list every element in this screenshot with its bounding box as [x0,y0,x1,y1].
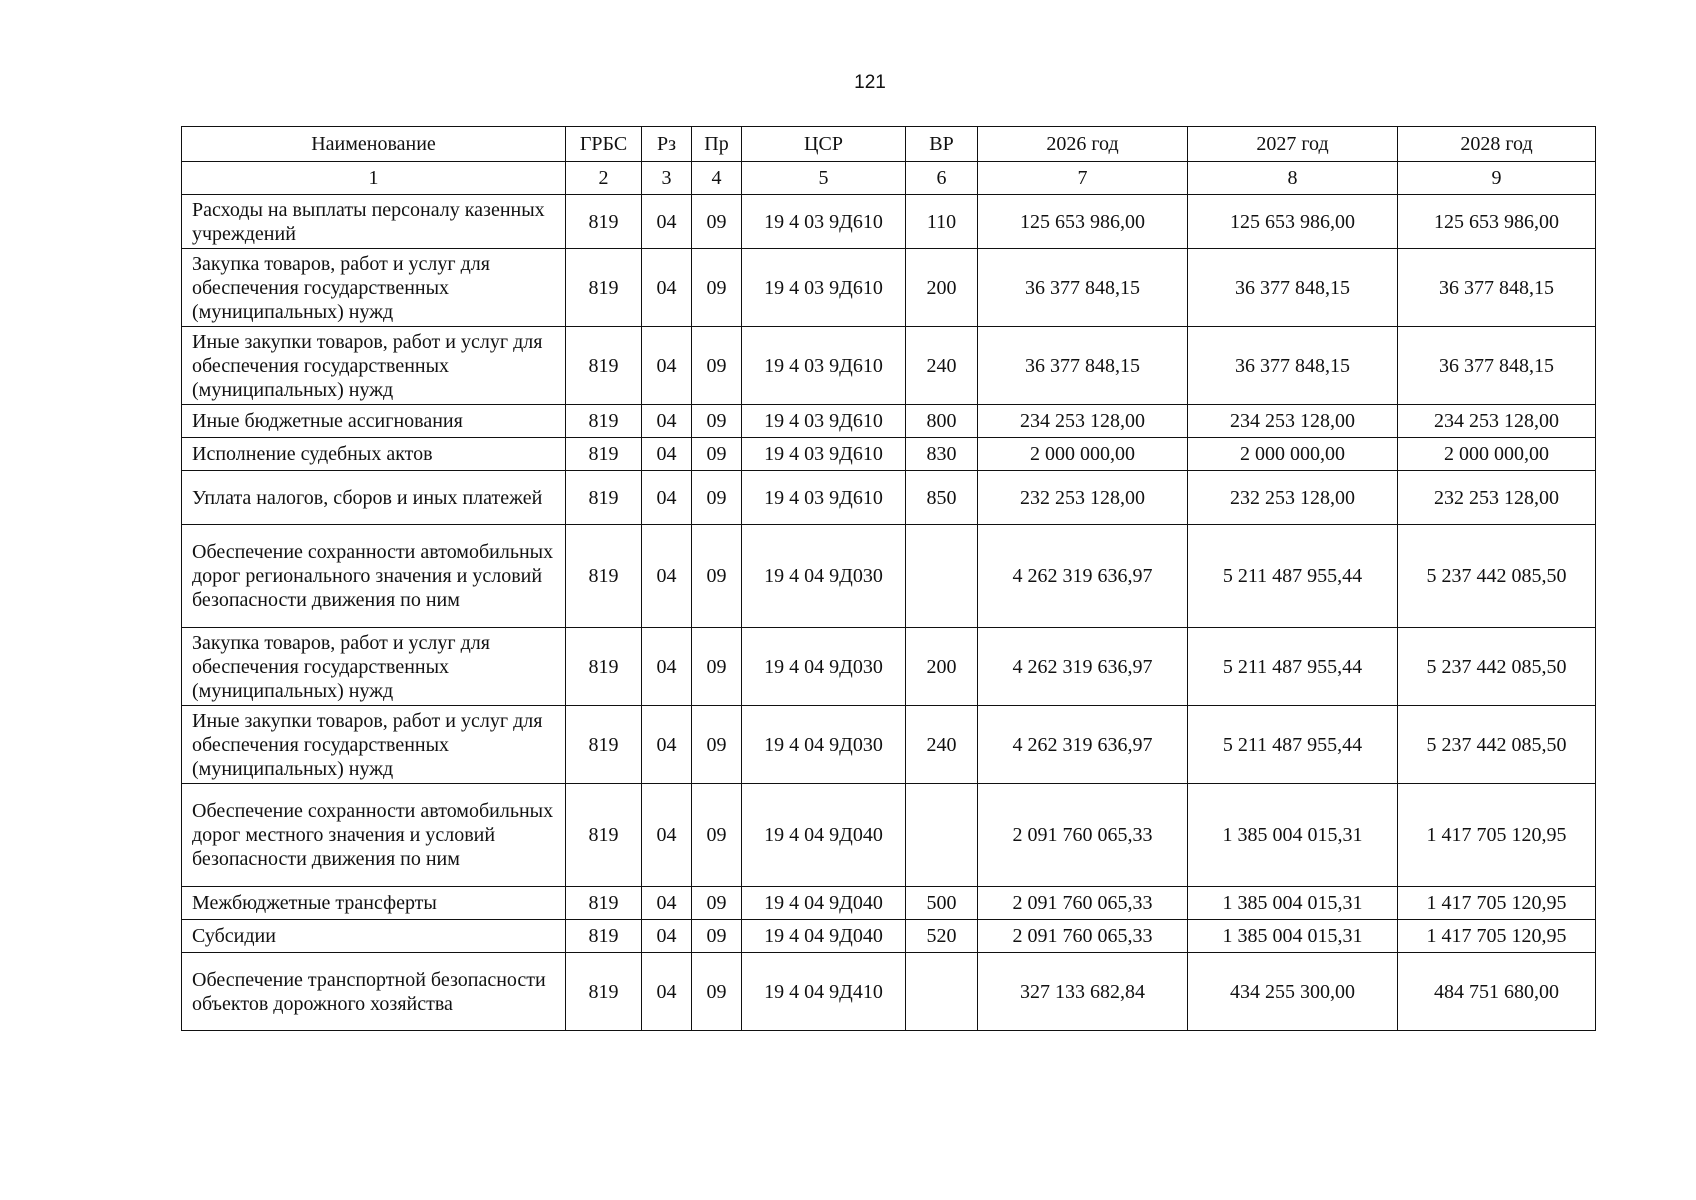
table-row [182,438,1596,471]
row-2027: 5 211 487 955,44 [1188,628,1398,706]
row-rz: 04 [642,438,692,471]
row-2027: 232 253 128,00 [1188,471,1398,525]
row-2026: 232 253 128,00 [978,471,1188,525]
row-csr: 19 4 04 9Д410 [742,953,906,1031]
row-2027: 434 255 300,00 [1188,953,1398,1031]
table-row [182,920,1596,953]
row-csr: 19 4 04 9Д040 [742,784,906,887]
row-pr: 09 [692,784,742,887]
row-grbs: 819 [566,438,642,471]
row-pr: 09 [692,438,742,471]
row-2026: 4 262 319 636,97 [978,706,1188,784]
row-2028: 5 237 442 085,50 [1398,628,1596,706]
row-grbs: 819 [566,887,642,920]
row-pr: 09 [692,405,742,438]
header-2028: 2028 год [1398,127,1596,162]
table-row [182,628,1596,706]
row-grbs: 819 [566,327,642,405]
row-rz: 04 [642,920,692,953]
row-vr: 240 [906,706,978,784]
row-2028: 36 377 848,15 [1398,249,1596,327]
row-rz: 04 [642,525,692,628]
row-rz: 04 [642,405,692,438]
row-name: Иные бюджетные ассигнования [182,405,566,438]
budget-table [181,126,1596,1031]
row-2026: 2 091 760 065,33 [978,784,1188,887]
row-grbs: 819 [566,920,642,953]
row-csr: 19 4 04 9Д030 [742,628,906,706]
row-2028: 1 417 705 120,95 [1398,784,1596,887]
row-2027: 36 377 848,15 [1188,327,1398,405]
row-csr: 19 4 03 9Д610 [742,405,906,438]
header-row [182,127,1596,162]
row-name: Уплата налогов, сборов и иных платежей [182,471,566,525]
header-2026: 2026 год [978,127,1188,162]
row-csr: 19 4 04 9Д040 [742,920,906,953]
row-rz: 04 [642,249,692,327]
row-grbs: 819 [566,784,642,887]
row-vr: 240 [906,327,978,405]
row-name: Иные закупки товаров, работ и услуг для обеспечения государственных (муниципальных) нужд [182,327,566,405]
table-row [182,706,1596,784]
row-csr: 19 4 04 9Д030 [742,525,906,628]
row-vr: 500 [906,887,978,920]
column-number: 3 [642,162,692,195]
row-rz: 04 [642,471,692,525]
column-number: 6 [906,162,978,195]
row-rz: 04 [642,195,692,249]
row-2027: 2 000 000,00 [1188,438,1398,471]
row-grbs: 819 [566,525,642,628]
row-csr: 19 4 04 9Д040 [742,887,906,920]
row-vr [906,953,978,1031]
row-csr: 19 4 03 9Д610 [742,438,906,471]
row-2027: 234 253 128,00 [1188,405,1398,438]
row-vr: 200 [906,628,978,706]
row-2027: 1 385 004 015,31 [1188,784,1398,887]
row-vr: 520 [906,920,978,953]
row-pr: 09 [692,195,742,249]
row-csr: 19 4 03 9Д610 [742,327,906,405]
row-grbs: 819 [566,405,642,438]
row-2026: 2 091 760 065,33 [978,920,1188,953]
row-vr: 110 [906,195,978,249]
row-2026: 2 000 000,00 [978,438,1188,471]
row-name: Закупка товаров, работ и услуг для обеспечения государственных (муниципальных) нужд [182,249,566,327]
row-pr: 09 [692,628,742,706]
row-2027: 1 385 004 015,31 [1188,920,1398,953]
row-2028: 5 237 442 085,50 [1398,706,1596,784]
table-row [182,195,1596,249]
header-name: Наименование [182,127,566,162]
row-grbs: 819 [566,471,642,525]
row-csr: 19 4 04 9Д030 [742,706,906,784]
row-rz: 04 [642,887,692,920]
row-2028: 1 417 705 120,95 [1398,920,1596,953]
row-vr: 850 [906,471,978,525]
row-pr: 09 [692,920,742,953]
row-name: Обеспечение сохранности автомобильных дорог местного значения и условий безопасности движения по ним [182,784,566,887]
row-vr: 800 [906,405,978,438]
row-2028: 2 000 000,00 [1398,438,1596,471]
row-2027: 5 211 487 955,44 [1188,706,1398,784]
column-number: 1 [182,162,566,195]
row-name: Обеспечение сохранности автомобильных дорог регионального значения и условий безопасности движения по ним [182,525,566,628]
row-2026: 36 377 848,15 [978,327,1188,405]
row-name: Расходы на выплаты персоналу казенных учреждений [182,195,566,249]
page-number: 121 [854,72,886,93]
row-2026: 234 253 128,00 [978,405,1188,438]
table-row [182,471,1596,525]
row-2026: 4 262 319 636,97 [978,525,1188,628]
table-row [182,405,1596,438]
row-pr: 09 [692,887,742,920]
row-rz: 04 [642,784,692,887]
header-rz: Рз [642,127,692,162]
table-row [182,953,1596,1031]
row-2028: 36 377 848,15 [1398,327,1596,405]
row-vr [906,525,978,628]
row-2026: 125 653 986,00 [978,195,1188,249]
row-2028: 1 417 705 120,95 [1398,887,1596,920]
row-name: Обеспечение транспортной безопасности объектов дорожного хозяйства [182,953,566,1031]
row-name: Иные закупки товаров, работ и услуг для обеспечения государственных (муниципальных) нужд [182,706,566,784]
column-number: 9 [1398,162,1596,195]
row-2027: 125 653 986,00 [1188,195,1398,249]
column-number: 4 [692,162,742,195]
row-rz: 04 [642,953,692,1031]
row-pr: 09 [692,327,742,405]
row-grbs: 819 [566,628,642,706]
row-2026: 327 133 682,84 [978,953,1188,1031]
table-row [182,784,1596,887]
row-vr: 200 [906,249,978,327]
table-row [182,249,1596,327]
column-number: 7 [978,162,1188,195]
row-rz: 04 [642,706,692,784]
column-number-row [182,162,1596,195]
row-rz: 04 [642,327,692,405]
row-pr: 09 [692,706,742,784]
row-rz: 04 [642,628,692,706]
row-name: Субсидии [182,920,566,953]
column-number: 2 [566,162,642,195]
row-2028: 125 653 986,00 [1398,195,1596,249]
row-csr: 19 4 03 9Д610 [742,195,906,249]
row-2026: 36 377 848,15 [978,249,1188,327]
header-vr: ВР [906,127,978,162]
row-grbs: 819 [566,706,642,784]
column-number: 5 [742,162,906,195]
row-pr: 09 [692,525,742,628]
header-grbs: ГРБС [566,127,642,162]
header-pr: Пр [692,127,742,162]
row-2028: 5 237 442 085,50 [1398,525,1596,628]
row-grbs: 819 [566,195,642,249]
row-2027: 5 211 487 955,44 [1188,525,1398,628]
row-pr: 09 [692,953,742,1031]
table-row [182,327,1596,405]
row-grbs: 819 [566,249,642,327]
row-pr: 09 [692,249,742,327]
row-vr: 830 [906,438,978,471]
row-2026: 4 262 319 636,97 [978,628,1188,706]
row-2027: 36 377 848,15 [1188,249,1398,327]
row-2028: 234 253 128,00 [1398,405,1596,438]
header-2027: 2027 год [1188,127,1398,162]
column-number: 8 [1188,162,1398,195]
row-2028: 232 253 128,00 [1398,471,1596,525]
table-row [182,525,1596,628]
row-pr: 09 [692,471,742,525]
row-name: Межбюджетные трансферты [182,887,566,920]
row-vr [906,784,978,887]
row-name: Исполнение судебных актов [182,438,566,471]
row-grbs: 819 [566,953,642,1031]
row-2028: 484 751 680,00 [1398,953,1596,1031]
table-row [182,887,1596,920]
row-name: Закупка товаров, работ и услуг для обеспечения государственных (муниципальных) нужд [182,628,566,706]
row-csr: 19 4 03 9Д610 [742,249,906,327]
row-2027: 1 385 004 015,31 [1188,887,1398,920]
row-2026: 2 091 760 065,33 [978,887,1188,920]
row-csr: 19 4 03 9Д610 [742,471,906,525]
header-csr: ЦСР [742,127,906,162]
